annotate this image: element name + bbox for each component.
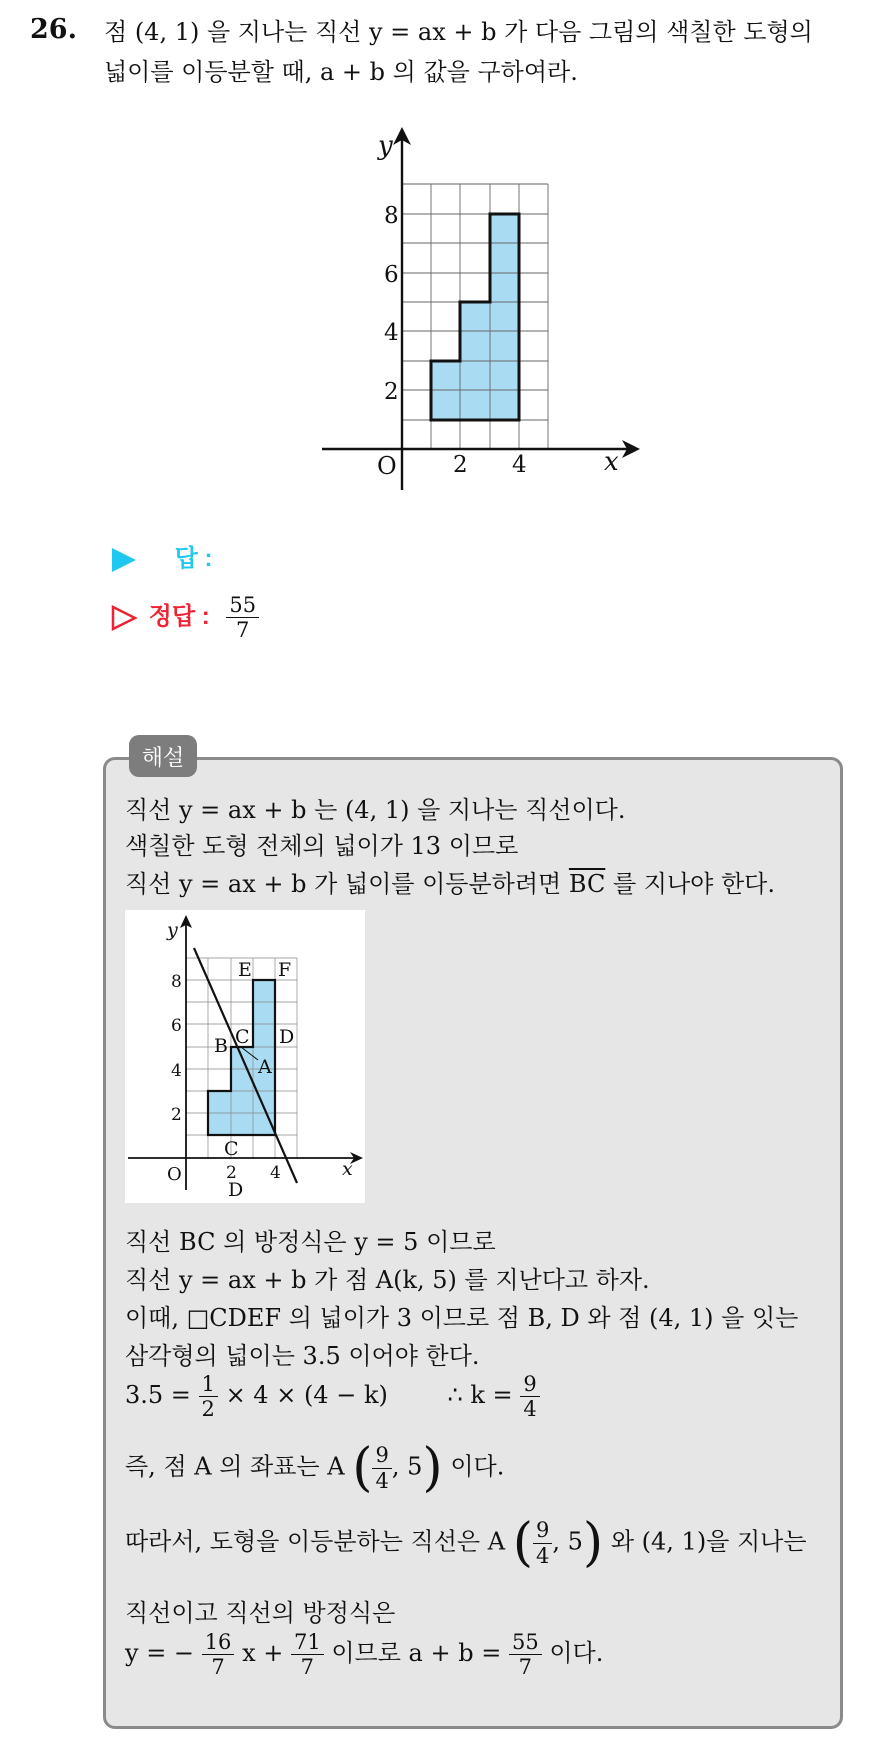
- point-b-label: B: [214, 1035, 228, 1057]
- eq1-half-denominator: 2: [201, 1397, 215, 1422]
- eq1-k-numerator: 9: [520, 1372, 539, 1397]
- line-10-denominator: 4: [536, 1543, 550, 1568]
- line-10-fraction: [533, 1518, 552, 1567]
- answer-label: 답 :: [174, 545, 213, 572]
- correct-answer-fraction: [226, 593, 259, 642]
- axis-point-d-label: D: [228, 1179, 244, 1201]
- figure-2-y-tick-2: 2: [171, 1105, 182, 1125]
- eq1-k-fraction: [520, 1372, 539, 1421]
- line-10-numerator: 9: [533, 1518, 552, 1543]
- figure-2-y-tick-8: 8: [171, 972, 182, 992]
- line-9-start: 즉, 점 A 의 좌표는 A: [125, 1452, 345, 1481]
- solution-line-3: [125, 864, 775, 899]
- line-9-coord-tail: , 5: [391, 1452, 423, 1481]
- figure-1-origin: O: [377, 452, 397, 480]
- solution-line-10: 따라서, 도형을 이등분하는 직선은 A ( $\frac{9}{4}$ , 5) 와 (4, 1)을 지나는: [125, 1513, 807, 1573]
- figure-1-x-tick-4: 4: [512, 452, 527, 478]
- line-10-coord-tail: , 5: [552, 1527, 583, 1556]
- line-10-start: 따라서, 도형을 이등분하는 직선은 A: [125, 1527, 506, 1556]
- figure-1-y-tick-4: 4: [384, 320, 399, 346]
- solution-equation-1: [125, 1372, 540, 1421]
- line-12-middle: 이므로 a + b =: [331, 1639, 502, 1668]
- question-line-2: 넓이를 이등분할 때, a + b 의 값을 구하여라.: [104, 58, 578, 86]
- figure-2-y-tick-6: 6: [171, 1016, 182, 1036]
- question-line-1: 점 (4, 1) 을 지나는 직선 y = ax + b 가 다음 그림의 색칠한 도형의: [104, 18, 813, 46]
- solution-tag: 해설: [129, 735, 197, 777]
- figure-1-x-tick-2: 2: [453, 452, 468, 478]
- figure-2-y-label: y: [167, 919, 178, 941]
- solution-line-6: 이때, □CDEF 의 넓이가 3 이므로 점 B, D 와 점 (4, 1) 을 잇는: [125, 1304, 799, 1332]
- eq1-half-numerator: 1: [199, 1372, 218, 1397]
- eq1-k-denominator: 4: [523, 1397, 537, 1422]
- figure-2-x-tick-4: 4: [270, 1163, 281, 1183]
- eq1-middle: × 4 × (4 − k): [225, 1381, 388, 1410]
- correct-answer-row: [110, 593, 259, 642]
- slope-numerator: 16: [202, 1630, 235, 1655]
- line-12-xplus: x +: [242, 1639, 284, 1668]
- figure-1-shape: [431, 214, 519, 420]
- line-12-end: 이다.: [549, 1639, 604, 1668]
- solution-line-9: 즉, 점 A 의 좌표는 A ( $\frac{9}{4}$ , 5) 이다.: [125, 1438, 505, 1498]
- figure-1-graph: [315, 120, 645, 495]
- figure-1-x-label: x: [604, 447, 619, 477]
- figure-1-y-label: y: [378, 131, 393, 161]
- result-numerator: 55: [509, 1630, 542, 1655]
- line-9-fraction: [372, 1443, 391, 1492]
- solution-line-3-end: 를 지나야 한다.: [612, 870, 775, 898]
- point-e-label: E: [238, 959, 252, 981]
- figure-2-x-tick-2: 2: [226, 1163, 237, 1183]
- figure-1-y-tick-2: 2: [384, 379, 399, 405]
- intercept-numerator: 71: [291, 1630, 324, 1655]
- line-9-denominator: 4: [375, 1468, 389, 1493]
- result-fraction: [509, 1630, 542, 1679]
- line-10-end: 와 (4, 1)을 지나는: [610, 1527, 807, 1556]
- solution-line-2: 색칠한 도형 전체의 넓이가 13 이므로: [125, 832, 519, 860]
- correct-answer-numerator: 55: [226, 593, 259, 618]
- correct-arrow-icon: [110, 604, 138, 632]
- answer-arrow-icon: [110, 546, 138, 574]
- solution-line-11: 직선이고 직선의 방정식은: [125, 1599, 396, 1627]
- correct-answer-denominator: 7: [236, 618, 250, 643]
- intercept-fraction: [291, 1630, 324, 1679]
- point-f-label: F: [278, 959, 292, 981]
- solution-line-5: 직선 y = ax + b 가 점 A(k, 5) 를 지난다고 하자.: [125, 1266, 650, 1294]
- intercept-denominator: 7: [300, 1655, 315, 1680]
- point-d-label: D: [279, 1026, 295, 1048]
- correct-answer-label: 정답 :: [148, 602, 210, 630]
- point-c-label: C: [235, 1026, 250, 1048]
- figure-2-graph: [125, 910, 365, 1203]
- question-number: 26.: [30, 14, 77, 45]
- figure-2-x-label: x: [342, 1158, 353, 1180]
- result-denominator: 7: [518, 1655, 533, 1680]
- solution-line-7: 삼각형의 넓이는 3.5 이어야 한다.: [125, 1342, 480, 1370]
- segment-bc: $\overline{BC}$: [568, 870, 606, 898]
- axis-point-c-label: C: [224, 1138, 239, 1160]
- figure-1-y-tick-8: 8: [384, 203, 399, 229]
- solution-line-4: 직선 BC 의 방정식은 y = 5 이므로: [125, 1228, 496, 1256]
- solution-line-3-start: 직선 y = ax + b 가 넓이를 이등분하려면: [125, 870, 562, 898]
- point-a-label: A: [258, 1056, 272, 1078]
- line-9-end: 이다.: [450, 1452, 505, 1481]
- slope-fraction: [202, 1630, 235, 1679]
- answer-row: [110, 538, 213, 574]
- figure-2-origin: O: [167, 1164, 182, 1185]
- eq1-left: 3.5 =: [125, 1381, 191, 1410]
- line-12-y: y = −: [125, 1639, 195, 1668]
- eq1-therefore: ∴ k =: [447, 1381, 513, 1410]
- figure-1-y-tick-6: 6: [384, 262, 399, 288]
- line-9-numerator: 9: [372, 1443, 391, 1468]
- slope-denominator: 7: [211, 1655, 225, 1680]
- solution-line-12: [125, 1630, 603, 1679]
- figure-2-y-tick-4: 4: [171, 1061, 182, 1081]
- solution-line-1: 직선 y = ax + b 는 (4, 1) 을 지나는 직선이다.: [125, 796, 626, 824]
- eq1-half-fraction: [199, 1372, 218, 1421]
